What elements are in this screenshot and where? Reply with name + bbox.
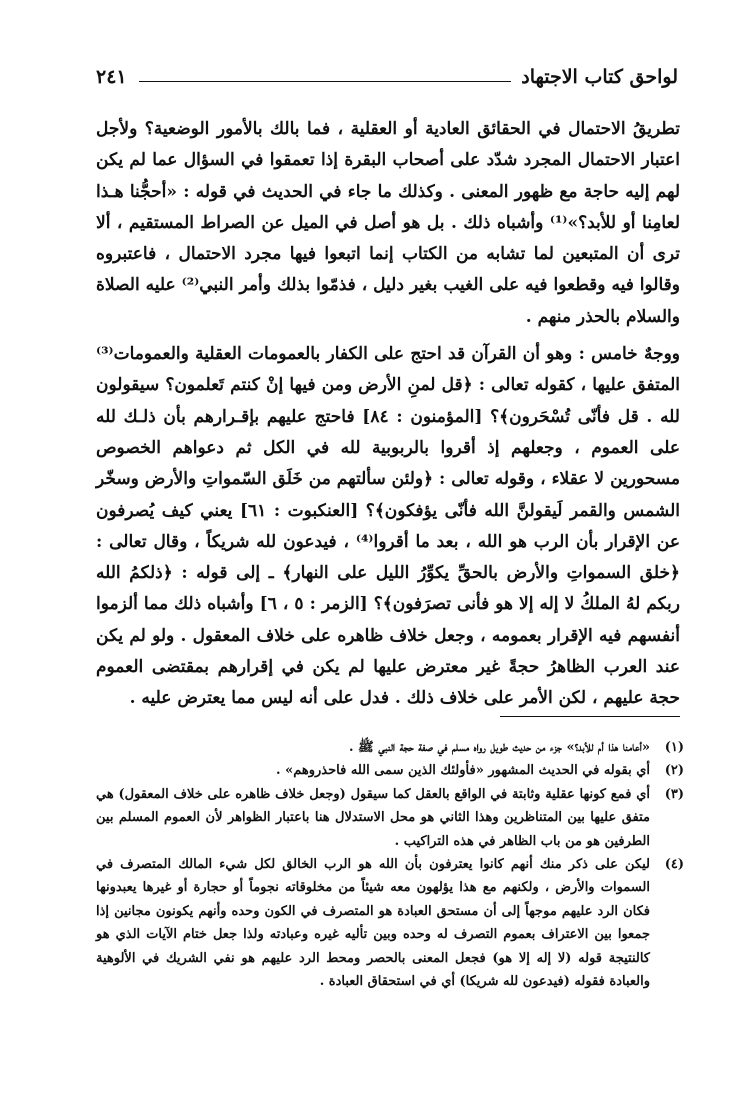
footnote-number: (٢) [664, 763, 684, 779]
footnote-1 [96, 736, 684, 759]
page-number: ٢٤١ [96, 66, 127, 88]
footnote-2 [96, 759, 684, 782]
footnote-text: «أعامنا هذا أم للأبد؟» جزء من حديث طويل رواه مسلم في صفة حجة النبي ﷺ . [349, 740, 650, 755]
footnotes [96, 736, 684, 993]
footnote-number: (٣) [664, 786, 684, 802]
footnote-number: (٤) [664, 857, 684, 873]
body-paragraph-2: ووجهٌ خامس : وهو أن القرآن قد احتج على الكفار بالعمومات العقلية والعمومات⁽³⁾ المتفق عليها ، كقوله تعالى : ﴿قل لمنِ الأرض ومن فيها إنْ كنتم تَعلمون؟ سيقولون لله . قل فأنّى تُسْحَرون﴾؟ [المؤمنون : ٨٤] فاحتج عليهم بإقـرارهم بأن ذلـك لله على العموم ، وجعلهم إذ أقروا بالربوبية لله في الكل ثم دعواهم الخصوص مسحورين لا عقلاء ، وقوله تعالى : ﴿ولئن سألتهم من خَلَق السّمواتِ والأرض وسخّر الشمس والقمر لَيقولنَّ الله فأنّى يؤفكون﴾؟ [العنكبوت : ٦١] يعني كيف يُصرفون عن الإقرار بأن الرب هو الله ، بعد ما أقروا⁽⁴⁾ ، فيدعون لله شريكاً ، وقال تعالى : ﴿خلق السمواتِ والأرض بالحقِّ يكوِّرُ الليل على النهار﴾ ـ إلى قوله : ﴿ذلكمُ الله ربكم لهُ الملكُ لا إله إلا هو فأنى تصرَفون﴾؟ [الزمر : ٥ ، ٦] وأشباه ذلك مما ألزموا أنفسهم فيه الإقرار بعمومه ، وجعل خلاف ظاهره على خلاف المعقول . ولو لم يكن عند العرب الظاهرُ حجةً غير معترض عليها لم يكن في إقرارهم بمقتضى العموم حجة عليهم ، لكن الأمر على خلاف ذلك . فدل على أنه ليس مما يعترض عليه . [96, 344, 681, 709]
footnote-text: أي فمع كونها عقلية وثابتة في الواقع بالعقل كما سيقول (وجعل خلاف ظاهره على خلاف المعقول) هي متفق عليها بين المتناظرين وهذا الثاني هو محل الاستدلال هنا باعتبار الظواهر لأن العموم المسلم بين الطرفين هو من باب الظاهر في هذه التراكيب . [96, 786, 650, 849]
header-rule [139, 81, 512, 82]
body-paragraph-1: تطريقُ الاحتمال في الحقائق العادية أو العقلية ، فما بالك بالأمور الوضعية؟ ولأجل اعتبار الاحتمال المجرد شدّد على أصحاب البقرة إذا تعمقوا في السؤال عما لم يكن لهم إليه حاجة مع ظهور المعنى . وكذلك ما جاء في الحديث في قوله : «أحجُّنا هـذا لعامِنا أو للأبد؟»⁽¹⁾ وأشباه ذلك . بل هو أصل في الميل عن الصراط المستقيم ، ألا ترى أن المتبعين لما تشابه من الكتاب إنما اتبعوا فيها مجرد الاحتمال ، فاعتبروه وقالوا فيه وقطعوا فيه على الغيب بغير دليل ، فذمّوا بذلك وأمر النبي⁽²⁾ عليه الصلاة والسلام بالحذر منهم . [96, 119, 680, 327]
footnote-text: ليكن على ذكر منك أنهم كانوا يعترفون بأن الله هو الرب الخالق لكل شيء المالك المتصرف في السموات والأرض ، ولكنهم مع هذا يؤلهون معه شيئاً من مخلوقاته نجوماً أو حجارة أو غيرها يعبدونها فكان الرد عليهم موجهاً إلى أن مستحق العبادة هو المتصرف في الكون وحده وأنهم يكونون مجانين إذا جمعوا بين الاعتراف بعموم التصرف له وحده وبين تأليه غيره وعبادته ولذا جعل ختام الآيات الذي هو كالنتيجة قوله (لا إله إلا هو) فجعل المعنى بالحصر ومحط الرد عليهم هو نفي الشريك في الألوهية والعبادة فقوله (فيدعون لله شريكا) أي في استحقاق العبادة . [96, 857, 650, 990]
footnote-number: (١) [664, 740, 684, 755]
footnote-3 [96, 783, 684, 853]
running-header [96, 64, 678, 90]
chapter-title: لواحق كتاب الاجتهاد [521, 66, 678, 88]
footnote-separator [500, 716, 680, 717]
footnote-text: أي بقوله في الحديث المشهور «فأولئك الذين سمى الله فاحذروهم» . [276, 763, 650, 779]
footnote-4 [96, 853, 684, 993]
main-text [96, 114, 680, 715]
